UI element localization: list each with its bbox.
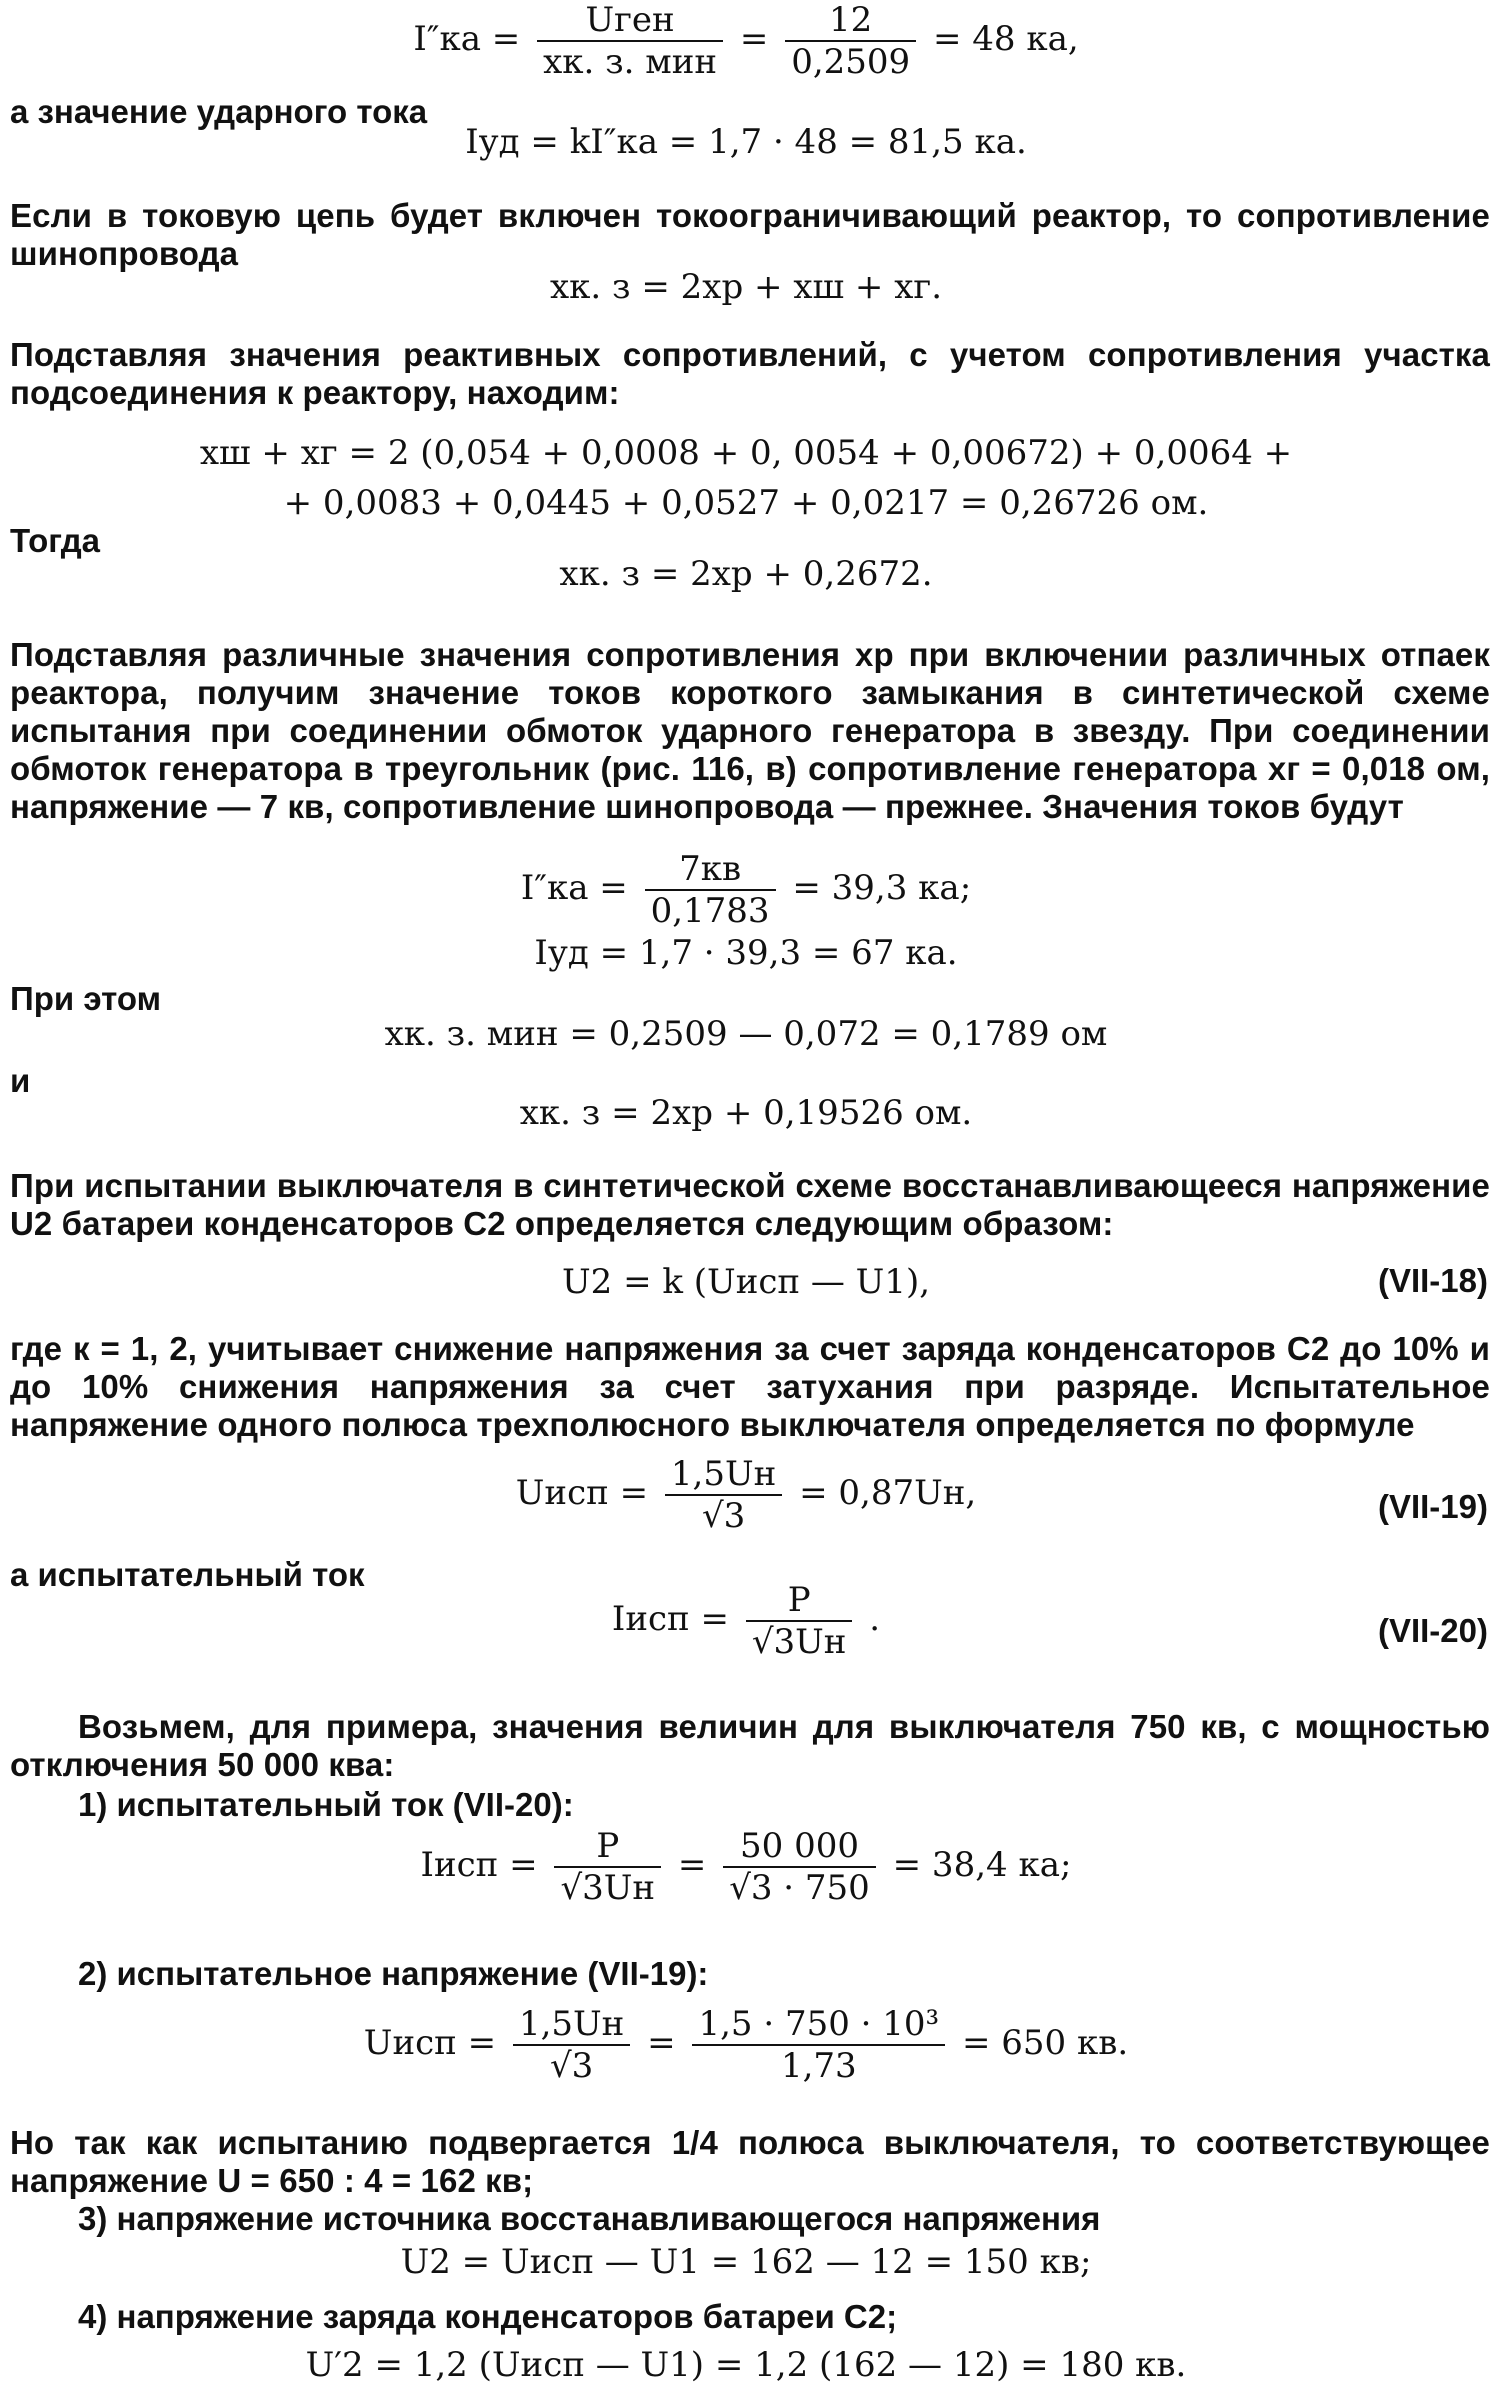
list-item: 2) испытательное напряжение (VII-19): — [78, 1955, 709, 1992]
list-item: 3) напряжение источника восстанавливающегося напряжения — [78, 2200, 1101, 2237]
list-item: 1) испытательный ток (VII-20): — [78, 1786, 574, 1823]
paragraph: где к = 1, 2, учитывает снижение напряжения за счет заряда конденсаторов C2 до 10% и до 10% снижения напряжения за счет затухания при разряде. Испытательное напряжение одного полюса трехполюсного выключателя определяется по формуле — [10, 1330, 1490, 1443]
paragraph: Возьмем, для примера, значения величин для выключателя 750 кв, с мощностью отключения 50 000 ква: — [10, 1708, 1490, 1783]
fraction: 7кв 0,1783 — [645, 849, 776, 931]
text-line: Тогда — [10, 522, 101, 559]
list-item: 4) напряжение заряда конденсаторов батареи C2; — [78, 2298, 898, 2335]
equation-delta-shock-current: Iуд = 1,7 · 39,3 = 67 ка. — [534, 933, 958, 973]
fraction: P √3Uн — [554, 1826, 661, 1908]
equation-test-voltage: Uисп = 1,5Uн √3 = 0,87Uн, — [515, 1454, 977, 1536]
paragraph: Подставляя значения реактивных сопротивлений, с учетом сопротивления участка подсоединения к реактору, находим: — [10, 336, 1490, 411]
equation-number: (VII-19) — [1377, 1488, 1488, 1525]
paragraph: Но так как испытанию подвергается 1/4 полюса выключателя, то соответствующее напряжение U = 650 : 4 = 162 кв; — [10, 2124, 1490, 2199]
fraction: 1,5Uн √3 — [665, 1454, 782, 1536]
equation-number: (VII-20) — [1377, 1612, 1488, 1649]
fraction: $\frac{50 000}{√3 \cdot 750}$ — [723, 1826, 876, 1908]
fraction: P √3Uн — [746, 1580, 853, 1662]
equation-example-voltage: Uисп = 1,5Uн √3 = $\frac{\text{1,5 · 750 · 10³}}{1,73}$ = 650 кв. — [363, 2004, 1129, 2086]
equation-example-current: Iисп = P √3Uн = $\frac{50 000}{√3 \cdot 750}$ = 38,4 ка; — [420, 1826, 1072, 1908]
fraction: $\frac{12}{0,2509}$ — [785, 0, 916, 82]
paragraph: Если в токовую цепь будет включен токоограничивающий реактор, то сопротивление шинопровода — [10, 197, 1490, 272]
text-line: и — [10, 1062, 31, 1099]
equation-source-voltage: U2 = Uисп — U1 = 162 — 12 = 150 кв; — [400, 2242, 1092, 2282]
equation-busbar-sum-line1: xш + xг = 2 (0,054 + 0,0008 + 0, 0054 + 0,00672) + 0,0064 + — [199, 433, 1293, 473]
equation-delta-resistance: xк. з = 2xр + 0,19526 ом. — [519, 1093, 973, 1133]
equation-short-circuit-resistance: xк. з = 2xр + xш + xг. — [549, 267, 943, 307]
paragraph: При испытании выключателя в синтетической схеме восстанавливающееся напряжение U2 батареи конденсаторов C2 определяется следующим образом: — [10, 1167, 1490, 1242]
equation-shock-current: Iуд = kI″ка = 1,7 · 48 = 81,5 ка. — [465, 122, 1027, 162]
equation-busbar-sum-line2: + 0,0083 + 0,0445 + 0,0527 + 0,0217 = 0,26726 ом. — [283, 483, 1209, 523]
equation-shock-current-initial: I″ка = Uген xк. з. мин = $\frac{12}{0,2509}$ = 48 ка, — [413, 0, 1079, 82]
equation-charge-voltage: U′2 = 1,2 (Uисп — U1) = 1,2 (162 — 12) = 180 кв. — [305, 2345, 1187, 2385]
fraction: $\frac{\text{1,5 · 750 · 10³}}{1,73}$ — [692, 2004, 945, 2086]
fraction: Uген xк. з. мин — [537, 0, 723, 82]
equation-delta-current: I″ка = 7кв 0,1783 = 39,3 ка; — [520, 849, 972, 931]
equation-test-current: Iисп = P √3Uн . — [611, 1580, 881, 1662]
text-line: а значение ударного тока — [10, 93, 428, 130]
text-line: а испытательный ток — [10, 1556, 365, 1593]
equation-number: (VII-18) — [1377, 1262, 1488, 1299]
fraction: 1,5Uн √3 — [513, 2004, 630, 2086]
equation-restoring-voltage: U2 = k (Uисп — U1), — [561, 1262, 931, 1302]
paragraph: Подставляя различные значения сопротивления xр при включении различных отпаек реактора, получим значение токов короткого замыкания в синтетической схеме испытания при соединении обмоток ударного генератора в звезду. При соединении обмоток генератора в треугольник (рис. 116, в) сопротивление генератора xг = 0,018 ом, напряжение — 7 кв, сопротивление шинопровода — прежнее. Значения токов будут — [10, 636, 1490, 825]
equation-min-resistance: xк. з. мин = 0,2509 — 0,072 = 0,1789 ом — [384, 1014, 1108, 1054]
equation-total-resistance: xк. з = 2xр + 0,2672. — [559, 554, 933, 594]
text-line: При этом — [10, 980, 161, 1017]
